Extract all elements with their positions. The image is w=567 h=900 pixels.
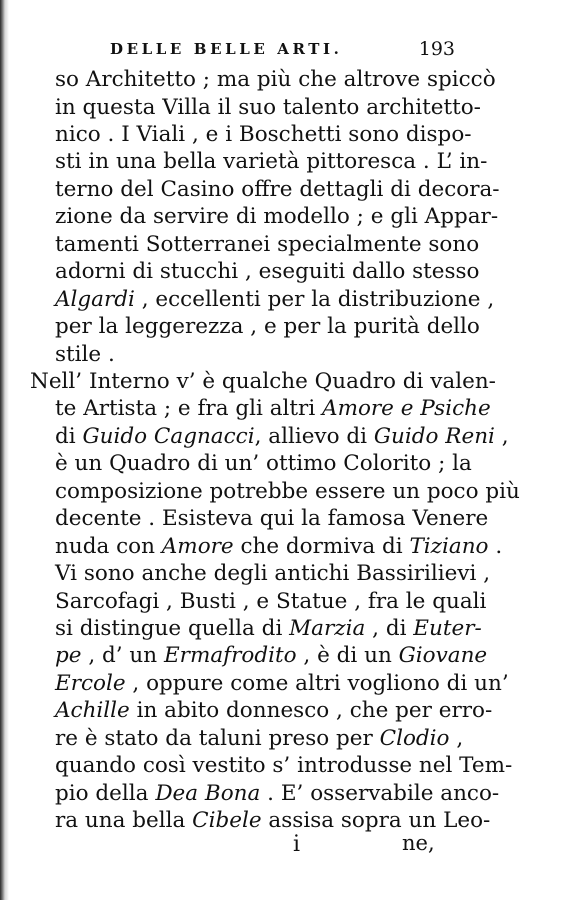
- text-line: [55, 780, 499, 808]
- text-segment: Sarcofagi , Busti , e Statue , fra le quali: [55, 588, 487, 614]
- text-segment: te Artista ; e fra gli altri: [55, 396, 323, 422]
- italic-text: Tiziano: [409, 533, 489, 559]
- text-segment: sti in una bella varietà pittoresca . L’ in-: [55, 149, 488, 175]
- italic-text: Giovane: [398, 643, 488, 669]
- text-line: [55, 533, 502, 561]
- text-line: [55, 231, 479, 259]
- text-line: [55, 588, 486, 616]
- italic-text: Achille: [55, 698, 130, 724]
- italic-text: Marzia: [289, 616, 366, 641]
- italic-text: Euter-: [413, 616, 482, 641]
- text-line: [55, 505, 488, 533]
- italic-text: Guido Cagnacci: [82, 423, 255, 449]
- text-segment: è un Quadro di un’ ottimo Colorito ; la: [55, 451, 472, 477]
- text-segment: adorni di stucchi , eseguiti dallo stesso: [55, 259, 480, 285]
- italic-text: Amore e Psiche: [322, 396, 491, 422]
- text-line: [55, 258, 480, 286]
- page-number: 193: [418, 38, 455, 60]
- text-line: [55, 423, 509, 451]
- text-segment: ,: [494, 423, 509, 449]
- text-segment: ,: [449, 725, 464, 751]
- text-line: [55, 121, 472, 149]
- text-line: [55, 725, 463, 753]
- italic-text: Ermafrodito: [163, 643, 297, 669]
- text-segment: , è di un: [296, 643, 399, 669]
- text-segment: stile .: [55, 341, 115, 367]
- italic-text: pe: [55, 643, 82, 669]
- italic-text: Guido Reni: [373, 423, 495, 449]
- text-segment: composizione potrebbe essere un poco più: [55, 478, 520, 504]
- text-segment: quando così vestito s’ introdusse nel Tem-: [55, 753, 513, 779]
- text-line: [55, 395, 491, 423]
- text-segment: terno del Casino offre dettagli di decora-: [55, 176, 500, 202]
- italic-text: Clodio: [379, 725, 450, 751]
- text-segment: che dormiva di: [233, 533, 410, 559]
- text-line: [55, 286, 494, 314]
- text-segment: .: [488, 533, 503, 559]
- text-line: [55, 66, 496, 94]
- text-line: [55, 560, 490, 588]
- text-segment: , oppure come altri vogliono di un’: [125, 670, 509, 696]
- text-segment: , di: [365, 616, 414, 641]
- text-segment: in abito donnesco , che per erro-: [129, 698, 493, 724]
- text-line: [55, 203, 498, 231]
- text-line: [55, 478, 520, 506]
- text-segment: Nell’ Interno v’ è qualche Quadro di valen-: [30, 368, 496, 394]
- text-line: [55, 450, 472, 478]
- text-segment: , allievo di: [254, 423, 374, 449]
- text-segment: nuda con: [55, 533, 162, 559]
- text-segment: in questa Villa il suo talento architetto-: [55, 94, 481, 120]
- text-segment: si distingue quella di: [55, 616, 290, 641]
- text-segment: re è stato da taluni preso per: [55, 725, 380, 751]
- text-line: [55, 313, 480, 341]
- text-segment: decente . Esisteva qui la famosa Venere: [55, 506, 489, 532]
- text-segment: , d’ un: [81, 643, 164, 669]
- italic-text: Dea Bona: [155, 780, 261, 806]
- text-segment: so Architetto ; ma più che altrove spiccò: [55, 67, 496, 92]
- text-line: [55, 148, 487, 176]
- text-line: [55, 176, 500, 204]
- italic-text: Algardi: [55, 286, 135, 312]
- running-head: [110, 40, 455, 64]
- text-line: [55, 94, 481, 122]
- text-line: [55, 752, 512, 780]
- italic-text: Ercole: [55, 670, 126, 696]
- text-line: [55, 697, 492, 725]
- signature-mark: i: [293, 832, 301, 857]
- text-segment: Vi sono anche degli antichi Bassirilievi ,: [55, 561, 491, 587]
- text-segment: per la leggerezza , e per la purità dello: [55, 314, 480, 339]
- catchword: ne,: [402, 831, 435, 855]
- text-segment: nico . I Viali , e i Boschetti sono dispo-: [55, 121, 472, 147]
- text-segment: , eccellenti per la distribuzione ,: [134, 286, 495, 312]
- text-line: [30, 368, 496, 396]
- italic-text: Amore: [161, 533, 234, 559]
- text-segment: pio della: [55, 780, 156, 806]
- text-line: [55, 670, 509, 698]
- running-title: DELLE BELLE ARTI.: [110, 40, 343, 58]
- text-segment: zione da servire di modello ; e gli Appar-: [55, 204, 499, 230]
- text-segment: . E’ osservabile anco-: [260, 780, 500, 806]
- text-segment: di: [55, 423, 83, 449]
- text-segment: ra una bella: [55, 808, 193, 834]
- text-segment: tamenti Sotterranei specialmente sono: [55, 231, 480, 257]
- text-line: [55, 341, 115, 369]
- italic-text: Cibele: [192, 808, 262, 834]
- page-gutter-shadow: [0, 0, 10, 900]
- text-segment: assisa sopra un Leo-: [261, 808, 491, 834]
- text-line: [55, 642, 487, 670]
- text-line: [55, 615, 482, 643]
